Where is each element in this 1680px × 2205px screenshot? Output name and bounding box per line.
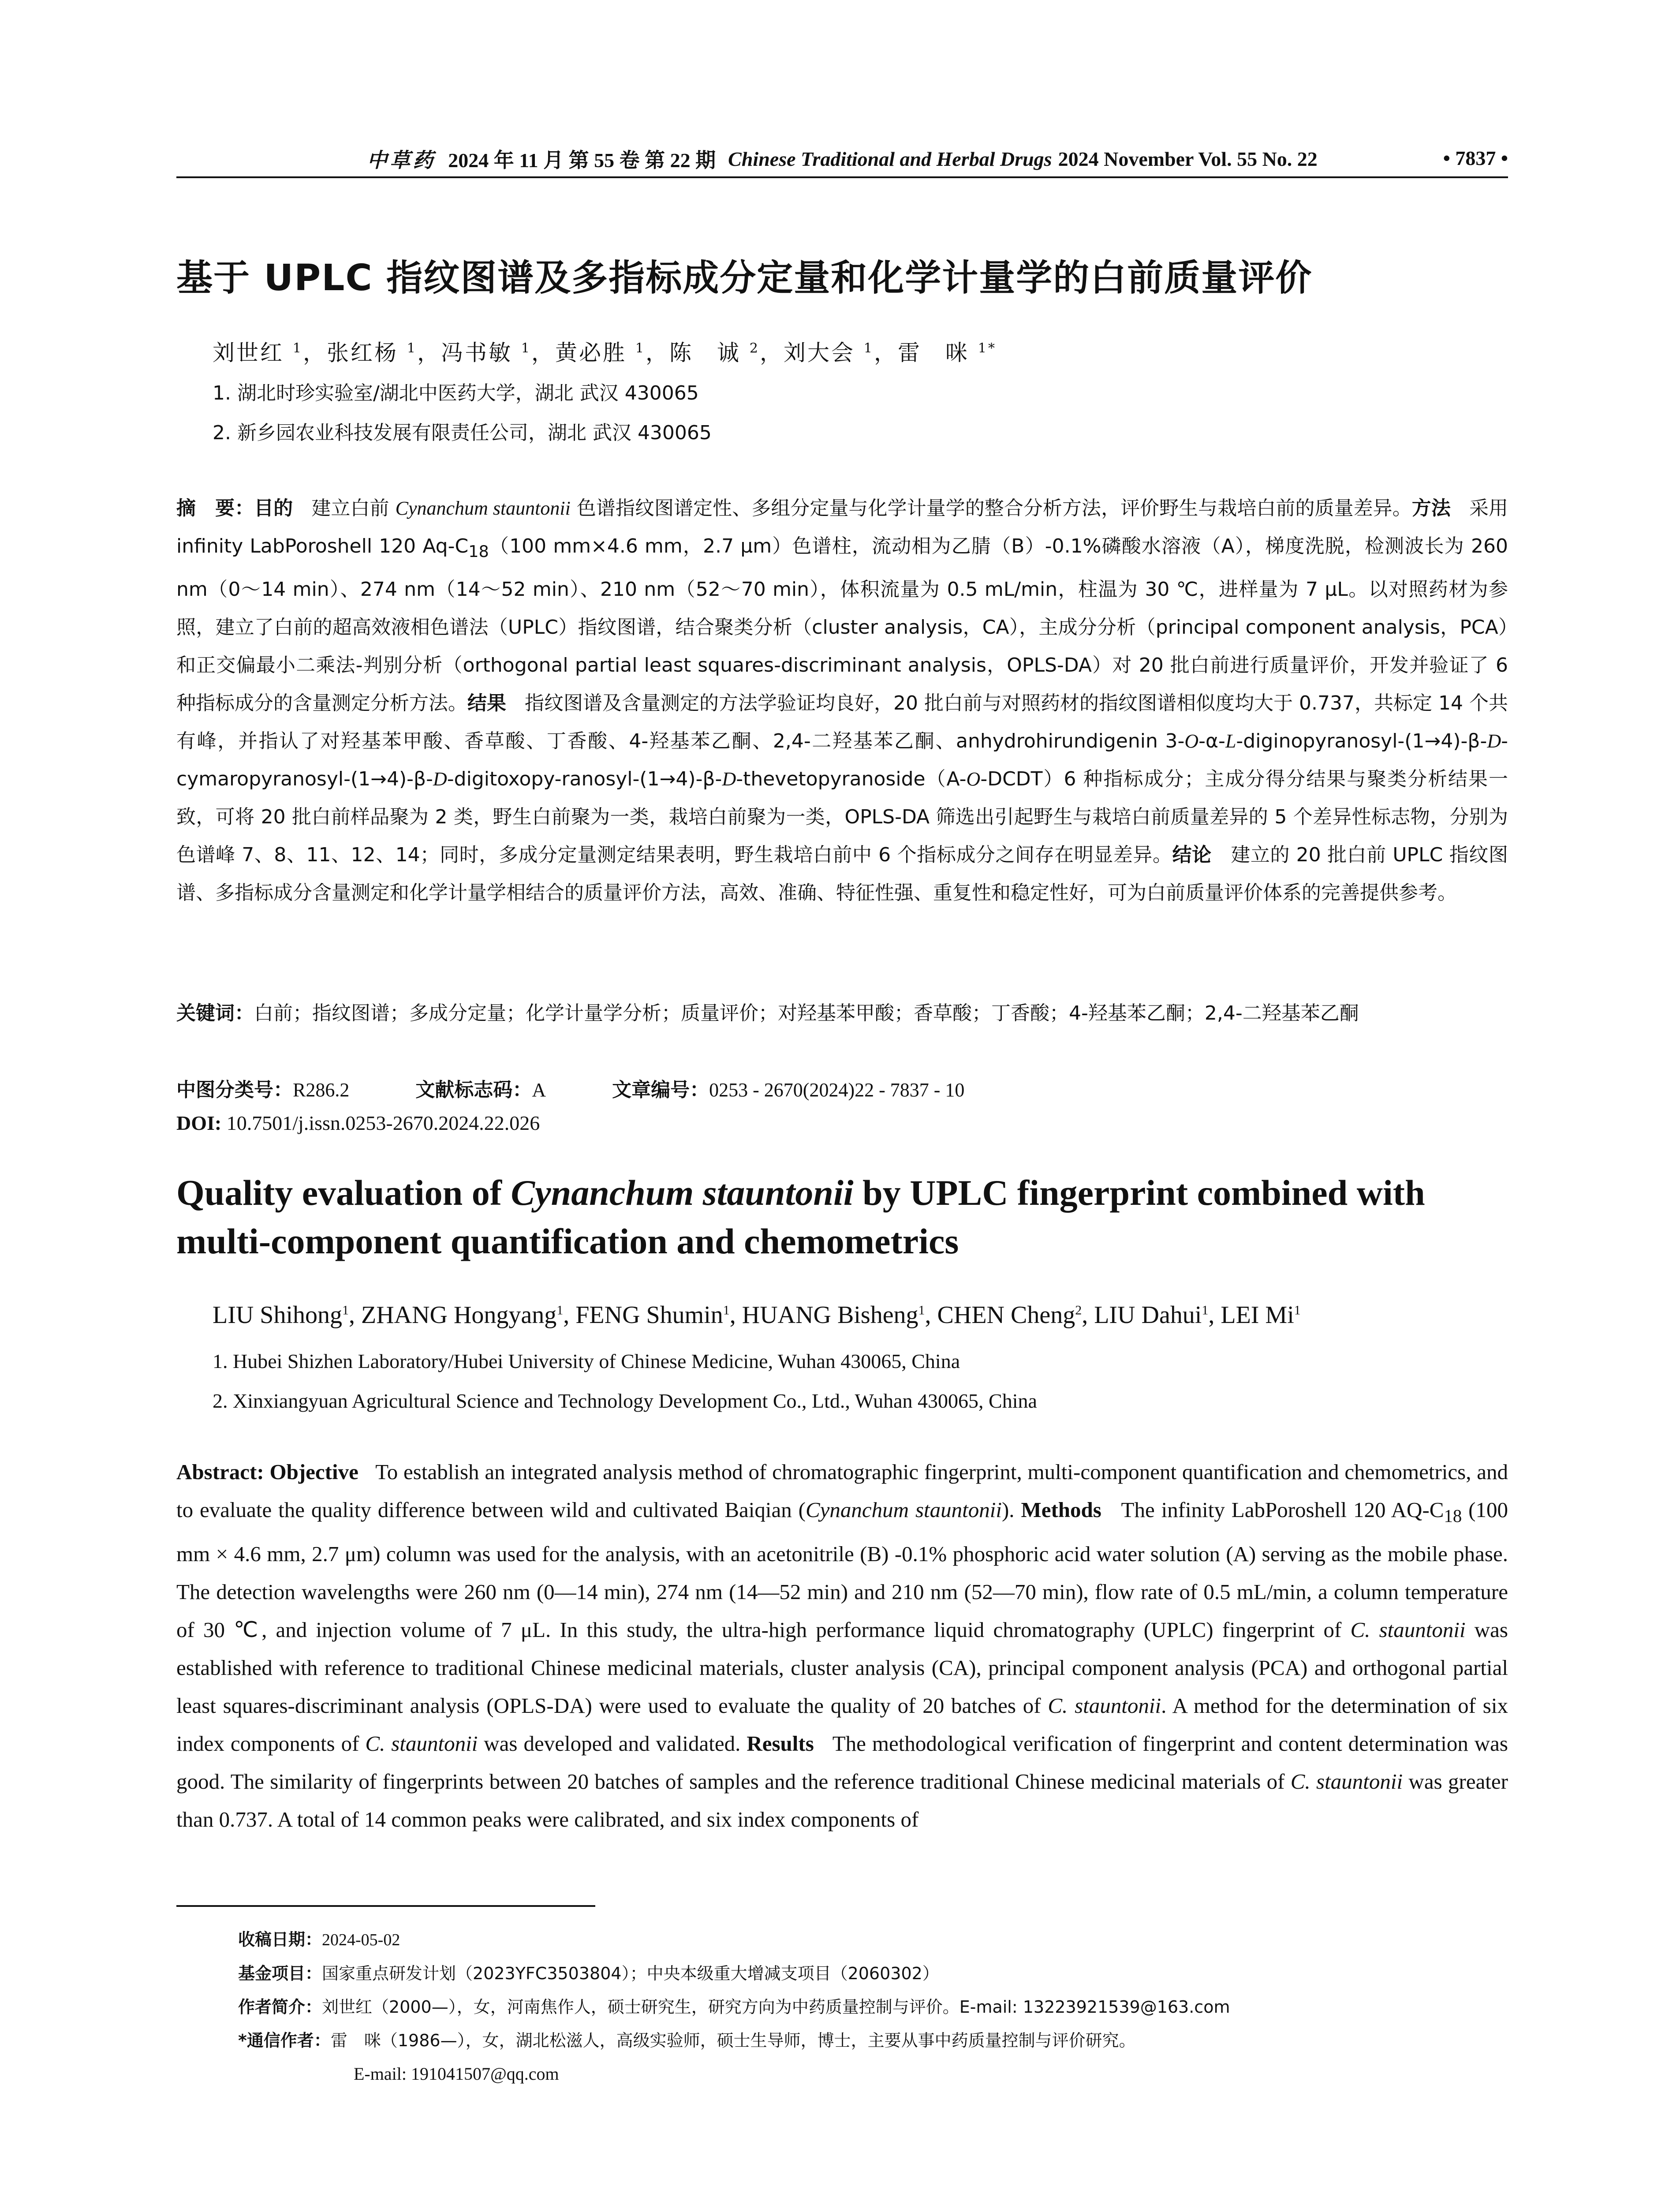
doi (176, 1111, 540, 1135)
issue-en: 2024 November Vol. 55 No. 22 (1058, 147, 1318, 170)
keywords-label: 关键词： (176, 1002, 254, 1024)
classification-row (176, 1074, 1508, 1102)
footnote-received: 收稿日期：2024-05-02 (238, 1930, 400, 1949)
footnotes (238, 1923, 1508, 2091)
footnote-author: 作者简介：刘世红（2000—），女，河南焦作人，硕士研究生，研究方向为中药质量控制与评价。E-mail: 13223921539@163.com (238, 1997, 1230, 2017)
results-label: 结果 (467, 691, 507, 714)
footnote-fund: 基金项目：国家重点研发计划（2023YFC3503804）；中央本级重大增减支项目（2060302） (238, 1964, 939, 1983)
affiliation-en-1: 1. Hubei Shizhen Laboratory/Hubei University of Chinese Medicine, Wuhan 430065, China (213, 1350, 960, 1372)
doi-value: 10.7501/j.issn.0253-2670.2024.22.026 (221, 1112, 540, 1134)
doi-label: DOI: (176, 1112, 222, 1134)
journal-name-en: Chinese Traditional and Herbal Drugs (728, 147, 1052, 170)
authors-cn: 刘世红 $^1$，张红杨 $^1$，冯书敏 $^1$，黄必胜 $^1$，陈 诚 $^2$，刘大会 $^1$，雷 咪 $^{1*}$ (213, 340, 997, 366)
objective-text: 建立白前 Cynanchum stauntonii 色谱指纹图谱定性、多组分定量与化学计量学的整合分析方法，评价野生与栽培白前的质量差异。 (311, 497, 1412, 519)
results-text: 指纹图谱及含量测定的方法学验证均良好，20 批白前与对照药材的指纹图谱相似度均大于 0.737，共标定 14 个共有峰，并指认了对羟基苯甲酸、香草酸、丁香酸、4-羟基苯乙酮、2,4-二羟基苯乙酮、anhydrohirundigenin 3-O-α-L-diginopyranosyl-(1→4)-β-D-cymaropyranosyl-(1→4)-β-D-digitoxopy-ranosyl-(1→4)-β-D-thevetopyranoside（A-O-DCDT）6 种指标成分；主成分得分结果与聚类分析结果一致，可将 20 批白前样品聚为 2 类，野生白前聚为一类，栽培白前聚为一类，OPLS-DA 筛选出引起野生与栽培白前质量差异的 5 个差异性标志物，分别为色谱峰 7、8、11、12、14；同时，多成分定量测定结果表明，野生栽培白前中 6 个指标成分之间存在明显差异。 (176, 691, 1508, 866)
footnote-divider (176, 1905, 595, 1907)
title-en: Quality evaluation of Cynanchum stauntonii by UPLC fingerprint combined with multi-component quantification and chemometrics (176, 1173, 1425, 1261)
methods-label: 方法 (1411, 497, 1451, 519)
authors-en: LIU Shihong$^1$, ZHANG Hongyang$^1$, FENG Shumin$^1$, HUANG Bisheng$^1$, CHEN Cheng$^2$, LIU Dahui$^1$, LEI Mi$^1$ (213, 1301, 1301, 1329)
conclusion-text: 建立的 20 批白前 UPLC 指纹图谱、多指标成分含量测定和化学计量学相结合的质量评价方法，高效、准确、特征性强、重复性和稳定性好，可为白前质量评价体系的完善提供参考。 (176, 843, 1508, 904)
clc-number: 中图分类号：R286.2 (176, 1079, 350, 1101)
conclusion-label: 结论 (1172, 843, 1212, 866)
article-number: 文章编号：0253 - 2670(2024)22 - 7837 - 10 (612, 1079, 965, 1101)
page-number: • 7837 • (1443, 147, 1508, 169)
abstract-en: Abstract: Objective To establish an integrated analysis method of chromatographic fingerprint, multi-component quantification and chemometrics, and to evaluate the quality difference between wild and cultivated Baiqian (Cynanchum stauntonii). Methods The infinity LabPoroshell 120 $AQ-C_{18}$ (100 mm × 4.6 mm, 2.7 μm) column was used for the analysis, with an acetonitrile (B) -0.1% phosphoric acid water solution (A) serving as the mobile phase. The detection wavelengths were 260 nm (0—14 min), 274 nm (14—52 min) and 210 nm (52—70 min), flow rate of 0.5 mL/min, a column temperature of 30 ℃, and injection volume of 7 μL. In this study, the ultra-high performance liquid chromatography (UPLC) fingerprint of C. stauntonii was established with reference to traditional Chinese medicinal materials, cluster analysis (CA), principal component analysis (PCA) and orthogonal partial least squares-discriminant analysis (OPLS-DA) were used to evaluate the quality of 20 batches of C. stauntonii. A method for the determination of six index components of C. stauntonii was developed and validated. Results The methodological verification of fingerprint and content determination was good. The similarity of fingerprints between 20 batches of samples and the reference traditional Chinese medicinal materials of C. stauntonii was greater than 0.737. A total of 14 common peaks were calibrated, and six index components of (176, 1460, 1508, 1831)
affiliation-cn-1: 1. 湖北时珍实验室/湖北中医药大学，湖北 武汉 430065 (213, 382, 699, 404)
title-cn: 基于 UPLC 指纹图谱及多指标成分定量和化学计量学的白前质量评价 (176, 257, 1313, 299)
methods-text: 采用 infinity LabPoroshell 120 $Aq-C_{18}(100$ mm×4.6 mm，2.7 μm）色谱柱，流动相为乙腈（B）-0.1%磷酸水溶液（A），梯度洗脱，检测波长为 260 nm（0～14 min）、274 nm（14～52 min）、210 nm（52～70 min），体积流量为 0.5 mL/min，柱温为 30 ℃，进样量为 7 μL。以对照药材为参照，建立了白前的超高效液相色谱法（UPLC）指纹图谱，结合聚类分析（cluster analysis，CA），主成分分析（principal component analysis，PCA）和正交偏最小二乘法-判别分析（orthogonal partial least squares-discriminant analysis，OPLS-DA）对 20 批白前进行质量评价，开发并验证了 6 种指标成分的含量测定分析方法。 (176, 497, 1508, 714)
footnote-corresponding-email: E-mail: 191041507@qq.com (354, 2064, 559, 2084)
affiliation-cn-2: 2. 新乡园农业科技发展有限责任公司，湖北 武汉 430065 (213, 422, 712, 444)
document-code: 文献标志码：A (415, 1079, 546, 1101)
journal-name-cn: 中草药 (367, 148, 436, 172)
keywords-text: 白前；指纹图谱；多成分定量；化学计量学分析；质量评价；对羟基苯甲酸；香草酸；丁香酸；4-羟基苯乙酮；2,4-二羟基苯乙酮 (254, 1002, 1359, 1024)
running-header (176, 141, 1508, 178)
abstract-cn (176, 490, 1508, 912)
affiliation-en-2: 2. Xinxiangyuan Agricultural Science and Technology Development Co., Ltd., Wuhan 430065, China (213, 1390, 1037, 1412)
issue-cn: 2024 年 11 月 第 55 卷 第 22 期 (448, 149, 716, 172)
abstract-cn-label: 摘 要： (176, 497, 254, 519)
footnote-corresponding: *通信作者：雷 咪（1986—），女，湖北松滋人，高级实验师，硕士生导师，博士，主要从事中药质量控制与评价研究。 (238, 2031, 1136, 2050)
objective-label: 目的 (254, 497, 293, 519)
keywords-cn (176, 994, 1508, 1032)
